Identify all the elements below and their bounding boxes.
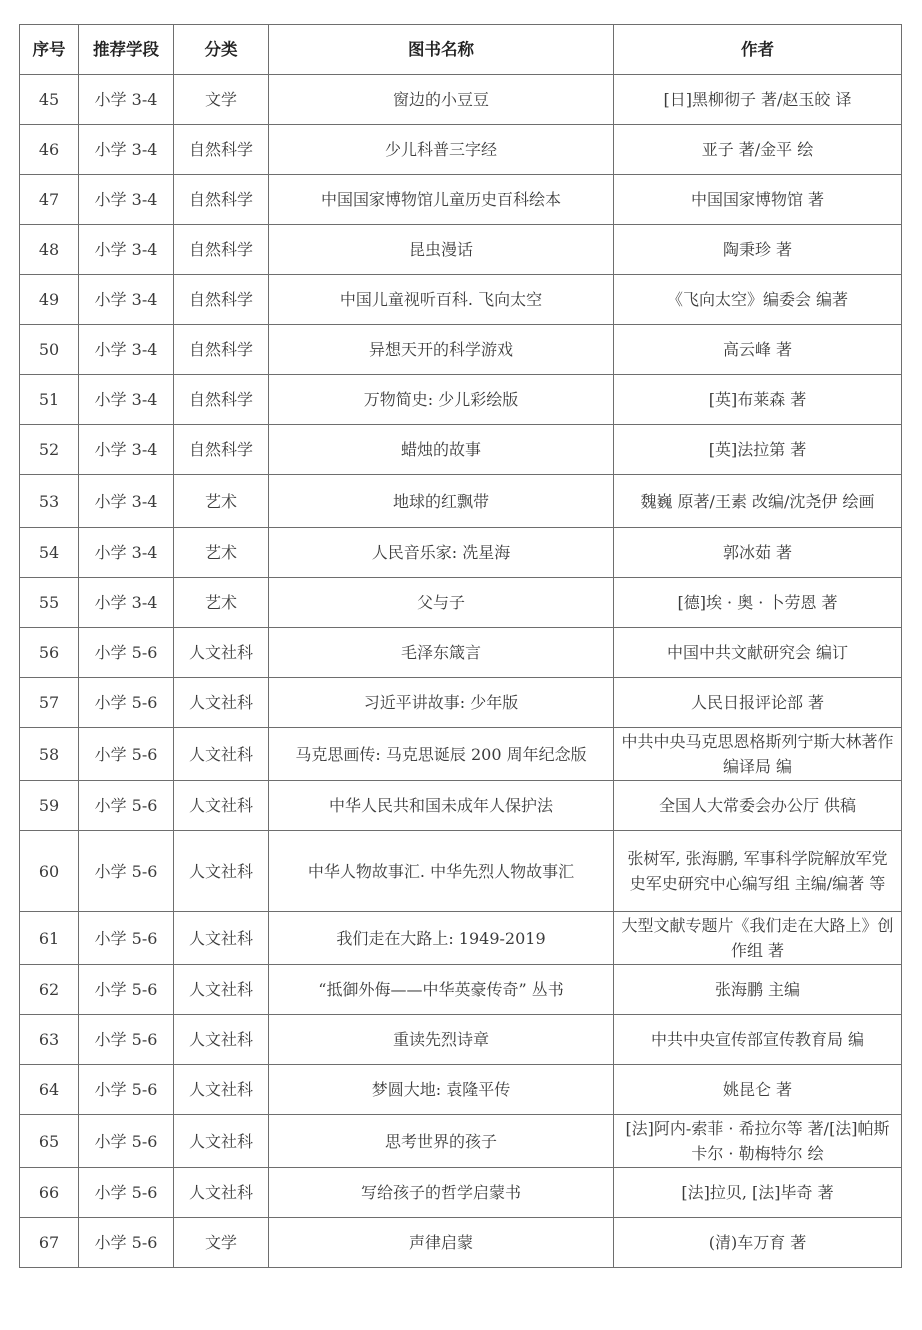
- cell-author: [日]黑柳彻子 著/赵玉皎 译: [614, 75, 902, 125]
- table-row: [20, 125, 902, 175]
- cell-no: 60: [20, 831, 79, 912]
- cell-stage: 小学 3-4: [79, 325, 174, 375]
- cell-no: 56: [20, 628, 79, 678]
- table-row: [20, 475, 902, 528]
- cell-no: 53: [20, 475, 79, 528]
- cell-stage: 小学 5-6: [79, 831, 174, 912]
- cell-author: [英]布莱森 著: [614, 375, 902, 425]
- cell-stage: 小学 5-6: [79, 912, 174, 965]
- cell-no: 48: [20, 225, 79, 275]
- cell-stage: 小学 3-4: [79, 578, 174, 628]
- cell-stage: 小学 5-6: [79, 781, 174, 831]
- cell-stage: 小学 3-4: [79, 528, 174, 578]
- cell-title: 梦圆大地: 袁隆平传: [269, 1065, 614, 1115]
- table-row: [20, 912, 902, 965]
- cell-stage: 小学 3-4: [79, 125, 174, 175]
- cell-author: 中共中央宣传部宣传教育局 编: [614, 1015, 902, 1065]
- cell-title: 蜡烛的故事: [269, 425, 614, 475]
- cell-category: 人文社科: [174, 781, 269, 831]
- cell-no: 55: [20, 578, 79, 628]
- cell-author: 高云峰 著: [614, 325, 902, 375]
- header-stage: 推荐学段: [79, 25, 174, 75]
- cell-title: 思考世界的孩子: [269, 1115, 614, 1168]
- cell-no: 54: [20, 528, 79, 578]
- header-category: 分类: [174, 25, 269, 75]
- cell-no: 63: [20, 1015, 79, 1065]
- cell-title: 昆虫漫话: [269, 225, 614, 275]
- cell-author: [法]拉贝, [法]毕奇 著: [614, 1168, 902, 1218]
- table-row: [20, 425, 902, 475]
- cell-category: 艺术: [174, 528, 269, 578]
- cell-stage: 小学 5-6: [79, 628, 174, 678]
- cell-stage: 小学 5-6: [79, 1115, 174, 1168]
- cell-author: 大型文献专题片《我们走在大路上》创作组 著: [614, 912, 902, 965]
- cell-title: 我们走在大路上: 1949-2019: [269, 912, 614, 965]
- table-body: [20, 75, 902, 1268]
- cell-no: 65: [20, 1115, 79, 1168]
- cell-title: 中华人民共和国未成年人保护法: [269, 781, 614, 831]
- cell-category: 文学: [174, 1218, 269, 1268]
- table-row: [20, 175, 902, 225]
- cell-category: 自然科学: [174, 125, 269, 175]
- table-row: [20, 1015, 902, 1065]
- table-row: [20, 375, 902, 425]
- cell-category: 人文社科: [174, 1015, 269, 1065]
- cell-stage: 小学 3-4: [79, 375, 174, 425]
- cell-author: 张海鹏 主编: [614, 965, 902, 1015]
- cell-author: 中共中央马克思恩格斯列宁斯大林著作编译局 编: [614, 728, 902, 781]
- table-row: [20, 325, 902, 375]
- cell-no: 47: [20, 175, 79, 225]
- cell-stage: 小学 5-6: [79, 728, 174, 781]
- header-row: [20, 25, 902, 75]
- cell-author: 郭冰茹 著: [614, 528, 902, 578]
- cell-no: 45: [20, 75, 79, 125]
- cell-stage: 小学 3-4: [79, 475, 174, 528]
- cell-no: 57: [20, 678, 79, 728]
- cell-title: “抵御外侮——中华英豪传奇” 丛书: [269, 965, 614, 1015]
- cell-no: 66: [20, 1168, 79, 1218]
- cell-category: 自然科学: [174, 225, 269, 275]
- cell-stage: 小学 5-6: [79, 965, 174, 1015]
- cell-author: (清)车万育 著: [614, 1218, 902, 1268]
- cell-title: 少儿科普三字经: [269, 125, 614, 175]
- cell-category: 人文社科: [174, 628, 269, 678]
- table-row: [20, 728, 902, 781]
- cell-category: 人文社科: [174, 1115, 269, 1168]
- table-row: [20, 781, 902, 831]
- cell-stage: 小学 5-6: [79, 1218, 174, 1268]
- cell-title: 中国国家博物馆儿童历史百科绘本: [269, 175, 614, 225]
- cell-author: 《飞向太空》编委会 编著: [614, 275, 902, 325]
- cell-title: 马克思画传: 马克思诞辰 200 周年纪念版: [269, 728, 614, 781]
- cell-no: 59: [20, 781, 79, 831]
- header-title: 图书名称: [269, 25, 614, 75]
- cell-author: 中国国家博物馆 著: [614, 175, 902, 225]
- table-row: [20, 1115, 902, 1168]
- cell-no: 52: [20, 425, 79, 475]
- cell-author: 人民日报评论部 著: [614, 678, 902, 728]
- cell-category: 人文社科: [174, 1168, 269, 1218]
- cell-no: 51: [20, 375, 79, 425]
- table-row: [20, 1168, 902, 1218]
- cell-category: 自然科学: [174, 375, 269, 425]
- table-row: [20, 578, 902, 628]
- cell-no: 62: [20, 965, 79, 1015]
- cell-title: 重读先烈诗章: [269, 1015, 614, 1065]
- cell-author: [英]法拉第 著: [614, 425, 902, 475]
- cell-category: 人文社科: [174, 831, 269, 912]
- cell-stage: 小学 3-4: [79, 225, 174, 275]
- cell-stage: 小学 3-4: [79, 275, 174, 325]
- cell-author: 亚子 著/金平 绘: [614, 125, 902, 175]
- cell-title: 写给孩子的哲学启蒙书: [269, 1168, 614, 1218]
- cell-author: 陶秉珍 著: [614, 225, 902, 275]
- cell-title: 中华人物故事汇. 中华先烈人物故事汇: [269, 831, 614, 912]
- cell-stage: 小学 3-4: [79, 175, 174, 225]
- header-no: 序号: [20, 25, 79, 75]
- cell-no: 61: [20, 912, 79, 965]
- cell-no: 46: [20, 125, 79, 175]
- cell-category: 人文社科: [174, 728, 269, 781]
- cell-category: 人文社科: [174, 678, 269, 728]
- cell-no: 58: [20, 728, 79, 781]
- cell-category: 人文社科: [174, 912, 269, 965]
- cell-no: 67: [20, 1218, 79, 1268]
- table-row: [20, 75, 902, 125]
- cell-author: 姚昆仑 著: [614, 1065, 902, 1115]
- cell-author: 全国人大常委会办公厅 供稿: [614, 781, 902, 831]
- cell-author: 中国中共文献研究会 编订: [614, 628, 902, 678]
- cell-category: 人文社科: [174, 965, 269, 1015]
- cell-category: 自然科学: [174, 425, 269, 475]
- cell-author: [德]埃 · 奥 · 卜劳恩 著: [614, 578, 902, 628]
- cell-category: 人文社科: [174, 1065, 269, 1115]
- cell-author: [法]阿内-索菲 · 希拉尔等 著/[法]帕斯卡尔 · 勒梅特尔 绘: [614, 1115, 902, 1168]
- cell-title: 人民音乐家: 冼星海: [269, 528, 614, 578]
- table-row: [20, 1218, 902, 1268]
- cell-title: 中国儿童视听百科. 飞向太空: [269, 275, 614, 325]
- cell-author: 张树军, 张海鹏, 军事科学院解放军党史军史研究中心编写组 主编/编著 等: [614, 831, 902, 912]
- table-row: [20, 225, 902, 275]
- cell-stage: 小学 5-6: [79, 1065, 174, 1115]
- cell-category: 文学: [174, 75, 269, 125]
- cell-category: 自然科学: [174, 325, 269, 375]
- cell-stage: 小学 3-4: [79, 425, 174, 475]
- cell-no: 64: [20, 1065, 79, 1115]
- table-row: [20, 678, 902, 728]
- cell-stage: 小学 5-6: [79, 1015, 174, 1065]
- cell-no: 49: [20, 275, 79, 325]
- cell-title: 窗边的小豆豆: [269, 75, 614, 125]
- cell-category: 自然科学: [174, 175, 269, 225]
- cell-stage: 小学 5-6: [79, 1168, 174, 1218]
- book-list-table: [19, 24, 902, 1268]
- cell-category: 艺术: [174, 578, 269, 628]
- table-row: [20, 1065, 902, 1115]
- cell-stage: 小学 5-6: [79, 678, 174, 728]
- cell-title: 异想天开的科学游戏: [269, 325, 614, 375]
- cell-title: 声律启蒙: [269, 1218, 614, 1268]
- cell-title: 地球的红飘带: [269, 475, 614, 528]
- table-header: [20, 25, 902, 75]
- header-author: 作者: [614, 25, 902, 75]
- table-row: [20, 831, 902, 912]
- cell-author: 魏巍 原著/王素 改编/沈尧伊 绘画: [614, 475, 902, 528]
- table-row: [20, 275, 902, 325]
- cell-category: 艺术: [174, 475, 269, 528]
- cell-title: 习近平讲故事: 少年版: [269, 678, 614, 728]
- cell-title: 父与子: [269, 578, 614, 628]
- cell-title: 万物简史: 少儿彩绘版: [269, 375, 614, 425]
- cell-category: 自然科学: [174, 275, 269, 325]
- cell-title: 毛泽东箴言: [269, 628, 614, 678]
- cell-stage: 小学 3-4: [79, 75, 174, 125]
- table-row: [20, 965, 902, 1015]
- cell-no: 50: [20, 325, 79, 375]
- table-row: [20, 628, 902, 678]
- table-row: [20, 528, 902, 578]
